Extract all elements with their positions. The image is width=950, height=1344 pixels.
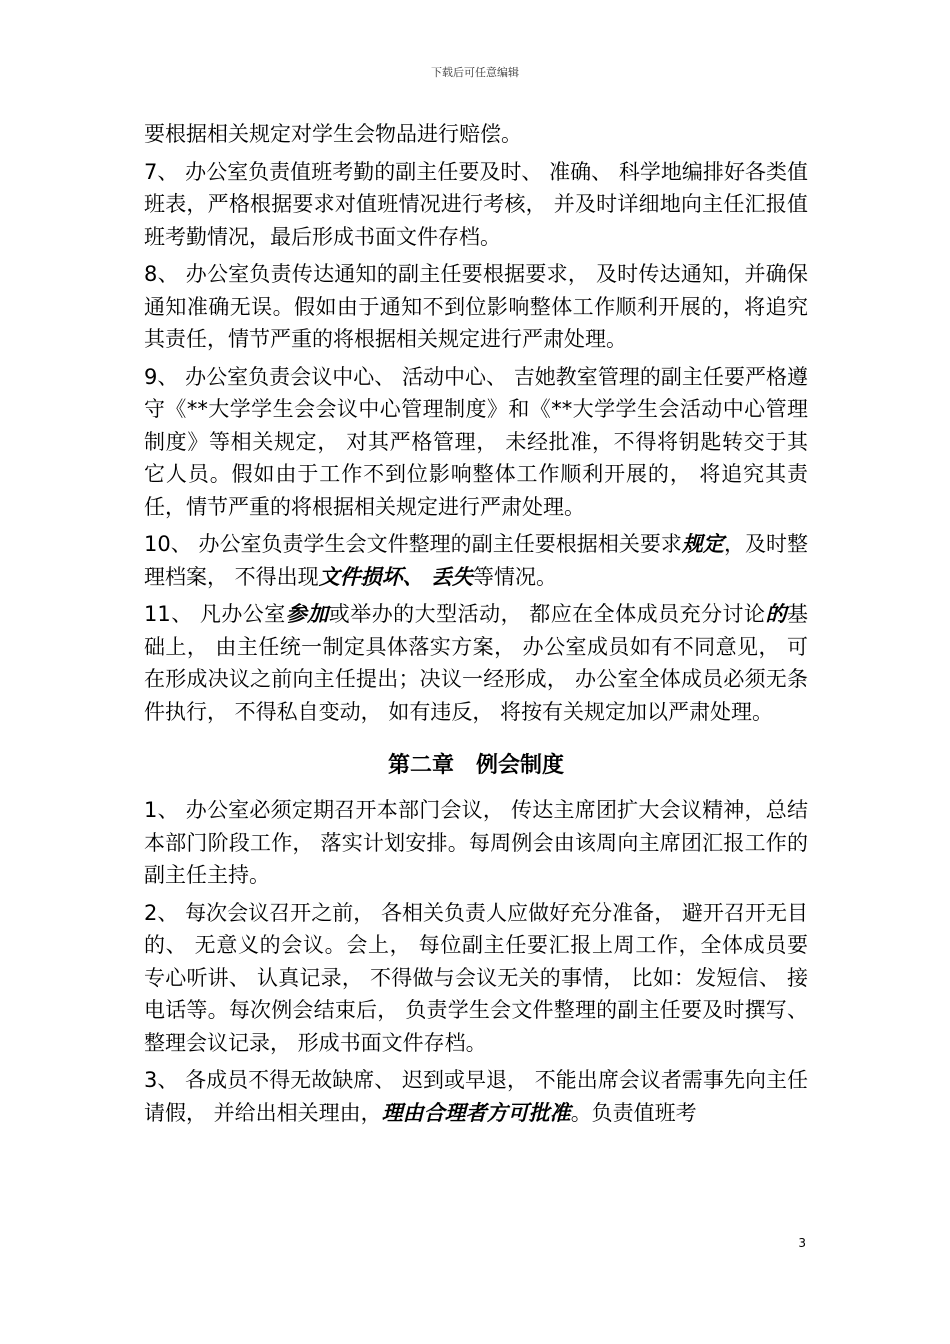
paragraph-text: 7、 办公室负责值班考勤的副主任要及时、 准确、 科学地编排好各类值班表，严格根据要求对值班情况进行考核， 并及时详细地向主任汇报值班考勤情况，最后形成书面文件存档。 [144, 159, 808, 249]
paragraph [144, 528, 808, 593]
paragraph-text: 要根据相关规定对学生会物品进行赔偿。 [144, 122, 522, 146]
paragraph-text: 2、 每次会议召开之前， 各相关负责人应做好充分准备， 避开召开无目的、 无意义的会议。会上， 每位副主任要汇报上周工作，全体成员要专心听讲、 认真记录， 不得做与会议无关的事情， 比如：发短信、 接电话等。每次例会结束后， 负责学生会文件整理的副主任要及时撰写、 整理会议记录， 形成书面文件存档。 [144, 900, 808, 1055]
section-after [144, 794, 808, 1129]
paragraph-text: ，及时整理档案， 不得出现 [144, 532, 809, 589]
paragraph [144, 1064, 808, 1129]
paragraph-text: 3、 各成员不得无故缺席、 迟到或早退， 不能出席会议者需事先向主任请假， 并给出相关理由， [144, 1068, 808, 1125]
emphasized-text: 的 [765, 602, 787, 626]
page-number: 3 [798, 1236, 806, 1250]
paragraph-text: 8、 办公室负责传达通知的副主任要根据要求， 及时传达通知，并确保通知准确无误。假如由于通知不到位影响整体工作顺利开展的，将追究其责任，情节严重的将根据相关规定进行严肃处理。 [144, 262, 808, 351]
emphasized-text: 文件损坏、 丢失 [318, 564, 473, 589]
section-before [144, 118, 808, 728]
paragraph-text: 1、 办公室必须定期召开本部门会议， 传达主席团扩大会议精神，总结本部门阶段工作， 落实计划安排。每周例会由该周向主席团汇报工作的副主任主持。 [144, 798, 808, 887]
page-header: 下载后可任意编辑 [431, 66, 519, 79]
emphasized-text: 理由合理者方可批准 [381, 1100, 571, 1125]
document-body [144, 118, 808, 1134]
paragraph [144, 118, 808, 151]
paragraph [144, 897, 808, 1060]
paragraph-text: 10、 办公室负责学生会文件整理的副主任要根据相关要求 [144, 532, 682, 556]
paragraph [144, 794, 808, 892]
paragraph-text: 。负责值班考 [570, 1100, 697, 1125]
paragraph-text: 9、 办公室负责会议中心、 活动中心、 吉她教室管理的副主任要严格遵守《**大学学生会会议中心管理制度》和《**大学学生会活动中心管理制度》等相关规定， 对其严格管理， 未经批准，不得将钥匙转交于其它人员。假如由于工作不到位影响整体工作顺利开展的， 将追究其责任，情节严重的将根据相关规定进行严肃处理。 [144, 364, 808, 519]
paragraph [144, 156, 808, 254]
paragraph [144, 598, 808, 728]
paragraph-text: 等情况。 [473, 564, 557, 589]
emphasized-text: 参加 [285, 602, 329, 626]
paragraph-text: 基础上， 由主任统一制定具体落实方案， 办公室成员如有不同意见， 可在形成决议之前向主任提出；决议一经形成， 办公室全体成员必须无条件执行， 不得私自变动， 如有违反， 将按有关规定加以严肃处理。 [144, 602, 808, 724]
paragraph-text: 11、 凡办公室 [144, 602, 286, 626]
paragraph [144, 258, 808, 356]
chapter-title: 第二章 例会制度 [387, 753, 564, 778]
paragraph [144, 361, 808, 524]
emphasized-text: 规定 [681, 532, 724, 556]
paragraph-text: 或举办的大型活动， 都应在全体成员充分讨论 [328, 602, 766, 626]
